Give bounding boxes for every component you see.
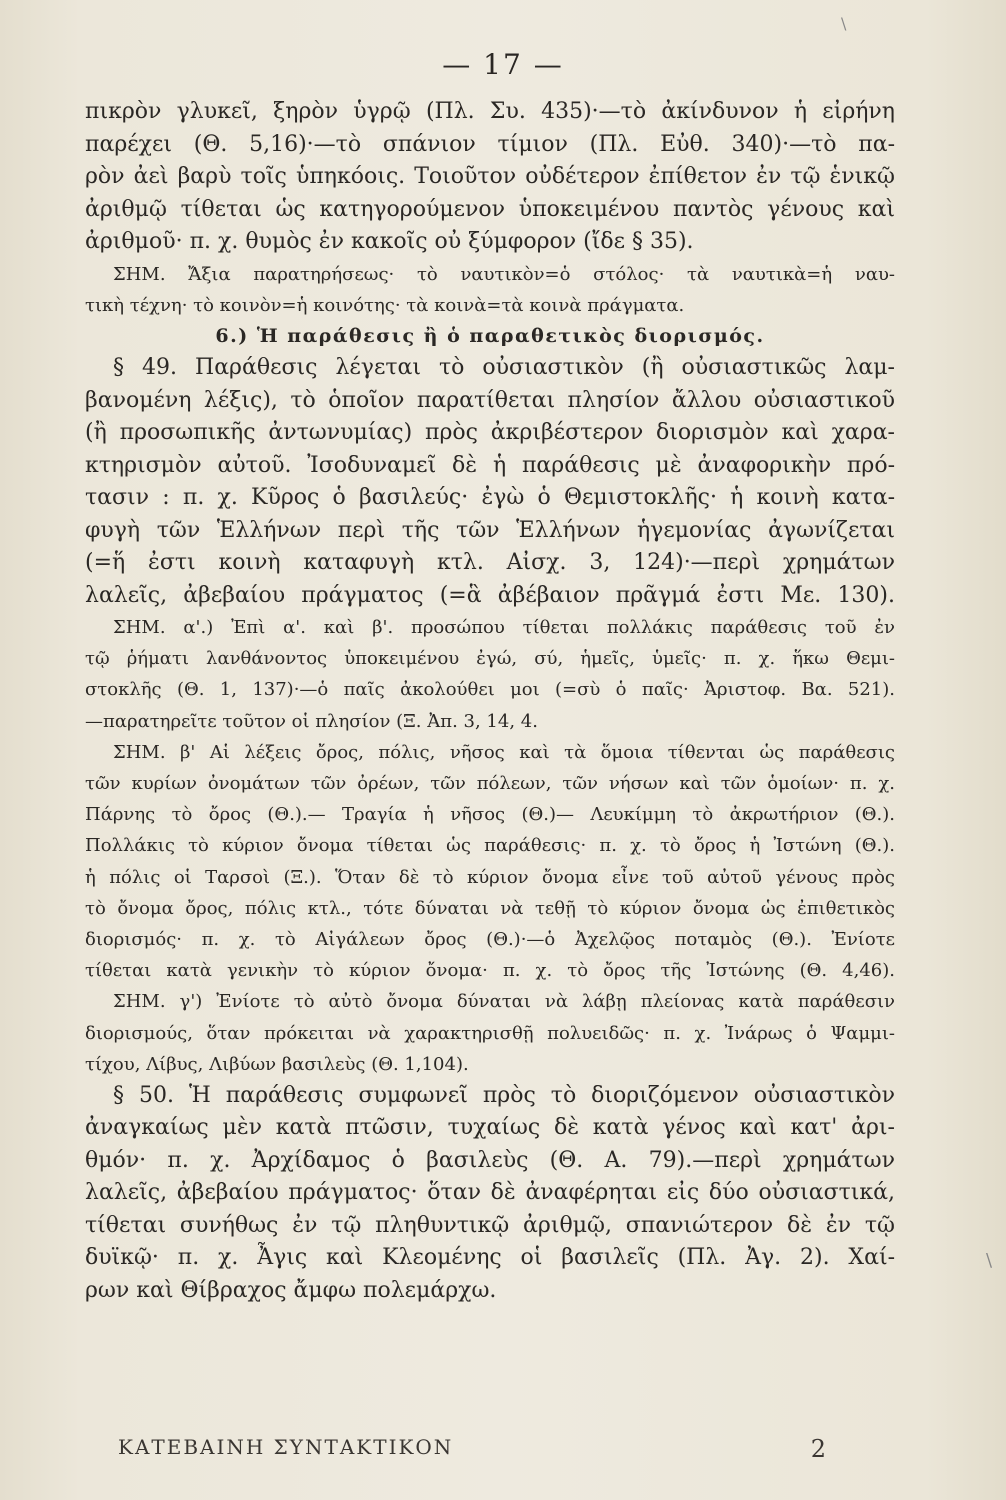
- text-line: θμόν· π. χ. Ἀρχίδαμος ὁ βασιλεὺς (Θ. Α. 79).—περὶ χρημάτων: [85, 1147, 895, 1173]
- text-line: —παρατηρεῖτε τοῦτον οἱ πλησίον (Ξ. Ἀπ. 3, 14, 4.: [85, 710, 538, 732]
- sheet-number: 2: [810, 1435, 828, 1463]
- text-line: ΣΗΜ. γ') Ἐνίοτε τὸ αὐτὸ ὄνομα δύναται νὰ λάβῃ πλείονας κατὰ παράθεσιν: [113, 991, 895, 1013]
- text-line: ΣΗΜ. α'.) Ἐπὶ α'. καὶ β'. προσώπου τίθεται πολλάκις παράθεσις τοῦ ἐν: [113, 617, 895, 639]
- text-line: τίχου, Λίβυς, Λιβύων βασιλεὺς (Θ. 1,104).: [85, 1053, 469, 1075]
- edge-mark: \: [986, 1250, 993, 1271]
- page-body-text: [85, 96, 895, 1307]
- text-line: κτηρισμὸν αὐτοῦ. Ἰσοδυναμεῖ δὲ ἡ παράθεσις μὲ ἀναφορικὴν πρό-: [85, 452, 895, 478]
- text-line: ΣΗΜ. β' Αἱ λέξεις ὄρος, πόλις, νῆσος καὶ τὰ ὅμοια τίθενται ὡς παράθεσις: [113, 741, 895, 763]
- text-line: ἀναγκαίως μὲν κατὰ πτῶσιν, τυχαίως δὲ κατὰ γένος καὶ κατ' ἀρι-: [85, 1115, 895, 1141]
- text-line: δυϊκῷ· π. χ. Ἆγις καὶ Κλεομένης οἱ βασιλεῖς (Πλ. Ἀγ. 2). Χαί-: [85, 1245, 895, 1271]
- printer-signature: ΚΑΤΕΒΑΙΝΗ ΣΥΝΤΑΚΤΙΚΟΝ: [118, 1435, 454, 1459]
- text-line: τὸ ὄνομα ὄρος, πόλις κτλ., τότε δύναται νὰ τεθῇ τὸ κύριον ὄνομα ὡς ἐπιθετικὸς: [85, 897, 895, 919]
- text-line: § 49. Παράθεσις λέγεται τὸ οὐσιαστικὸν (ἢ οὐσιαστικῶς λαμ-: [113, 355, 895, 381]
- text-line: διορισμούς, ὅταν πρόκειται νὰ χαρακτηρισθῇ πολυειδῶς· π. χ. Ἰνάρως ὁ Ψαμμι-: [85, 1022, 895, 1044]
- text-line: Πάρνης τὸ ὄρος (Θ.).— Τραγία ἡ νῆσος (Θ.)— Λευκίμμη τὸ ἀκρωτήριον (Θ.).: [85, 804, 895, 826]
- text-line: πικρὸν γλυκεῖ, ξηρὸν ὑγρῷ (Πλ. Συ. 435)·—τὸ ἀκίνδυνον ἡ εἰρήνη: [85, 99, 895, 124]
- margin-mark: \: [841, 14, 847, 33]
- text-line: τασιν : π. χ. Κῦρος ὁ βασιλεύς· ἐγὼ ὁ Θεμιστοκλῆς· ἡ κοινὴ κατα-: [85, 485, 895, 511]
- text-line: λαλεῖς, ἀβεβαίου πράγματος (=ἃ ἀβέβαιον πρᾶγμά ἐστι Με. 130).: [85, 582, 895, 608]
- text-line: διορισμός· π. χ. τὸ Αἰγάλεων ὄρος (Θ.)·—ὁ Ἀχελῷος ποταμὸς (Θ.). Ἐνίοτε: [85, 928, 895, 950]
- text-line: 6.) Ἡ παράθεσις ἢ ὁ παραθετικὸς διορισμός.: [215, 324, 765, 347]
- page-number: — 17 —: [442, 48, 564, 81]
- text-line: τῶν κυρίων ὀνομάτων τῶν ὀρέων, τῶν πόλεων, τῶν νήσων καὶ τῶν ὁμοίων· π. χ.: [85, 773, 895, 794]
- text-line: ἀριθμοῦ· π. χ. θυμὸς ἐν κακοῖς οὐ ξύμφορον (ἴδε § 35).: [85, 229, 694, 254]
- text-line: ρων καὶ Θίβραχος ἄμφω πολεμάρχω.: [85, 1277, 497, 1303]
- text-line: § 50. Ἡ παράθεσις συμφωνεῖ πρὸς τὸ διοριζόμενον οὐσιαστικὸν: [113, 1082, 895, 1108]
- text-line: στοκλῆς (Θ. 1, 137)·—ὁ παῖς ἀκολούθει μοι (=σὺ ὁ παῖς· Ἀριστοφ. Βα. 521).: [85, 679, 895, 701]
- text-line: Πολλάκις τὸ κύριον ὄνομα τίθεται ὡς παράθεσις· π. χ. τὸ ὄρος ἡ Ἰστώνη (Θ.).: [85, 835, 895, 857]
- text-line: ΣΗΜ. Ἄξια παρατηρήσεως· τὸ ναυτικὸν=ὁ στόλος· τὰ ναυτικὰ=ἡ ναυ-: [113, 263, 895, 285]
- text-line: τίθεται συνήθως ἐν τῷ πληθυντικῷ ἀριθμῷ, σπανιώτερον δὲ ἐν τῷ: [85, 1212, 895, 1238]
- text-line: ἡ πόλις οἱ Ταρσοὶ (Ξ.). Ὅταν δὲ τὸ κύριον ὄνομα εἶνε τοῦ αὐτοῦ γένους πρὸς: [85, 866, 895, 888]
- text-line: βανομένη λέξις), τὸ ὁποῖον παρατίθεται πλησίον ἄλλου οὐσιαστικοῦ: [85, 387, 895, 413]
- text-line: (=ἥ ἐστι κοινὴ καταφυγὴ κτλ. Αἰσχ. 3, 124)·—περὶ χρημάτων: [85, 550, 895, 576]
- text-line: ἀριθμῷ τίθεται ὡς κατηγορούμενον ὑποκειμένου παντὸς γένους καὶ: [85, 196, 895, 222]
- text-line: λαλεῖς, ἀβεβαίου πράγματος· ὅταν δὲ ἀναφέρηται εἰς δύο οὐσιαστικά,: [85, 1180, 895, 1206]
- text-line: τῷ ῥήματι λανθάνοντος ὑποκειμένου ἐγώ, σύ, ἡμεῖς, ὑμεῖς· π. χ. ἥκω Θεμι-: [85, 648, 895, 670]
- text-line: τικὴ τέχνη· τὸ κοινὸν=ἡ κοινότης· τὰ κοινὰ=τὰ κοινὰ πράγματα.: [85, 294, 685, 316]
- text-line: παρέχει (Θ. 5,16)·—τὸ σπάνιον τίμιον (Πλ. Εὐθ. 340)·—τὸ πα-: [85, 131, 895, 157]
- text-line: φυγὴ τῶν Ἑλλήνων περὶ τῆς τῶν Ἑλλήνων ἡγεμονίας ἀγωνίζεται: [85, 517, 895, 543]
- text-line: τίθεται κατὰ γενικὴν τὸ κύριον ὄνομα· π. χ. τὸ ὄρος τῆς Ἰστώνης (Θ. 4,46).: [85, 960, 895, 982]
- text-line: (ἢ προσωπικῆς ἀντωνυμίας) πρὸς ἀκριβέστερον διορισμὸν καὶ χαρα-: [85, 420, 895, 446]
- text-line: ρὸν ἀεὶ βαρὺ τοῖς ὑπηκόοις. Τοιοῦτον οὐδέτερον ἐπίθετον ἐν τῷ ἑνικῷ: [85, 164, 895, 189]
